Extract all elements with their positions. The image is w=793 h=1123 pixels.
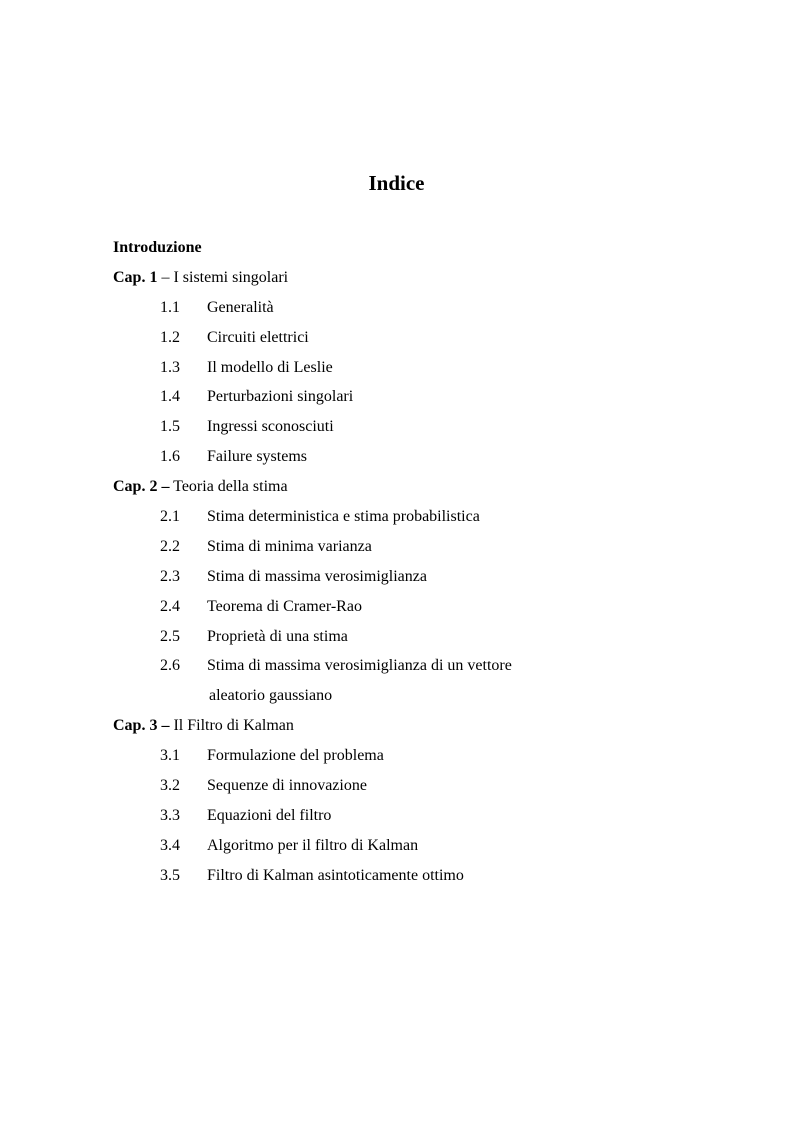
section-title: Failure systems [207, 448, 307, 466]
section-number: 3.2 [160, 777, 180, 795]
section-title: Proprietà di una stima [207, 627, 348, 645]
section-number: 2.3 [160, 567, 180, 585]
toc-section [113, 532, 713, 562]
chapter-title: I sistemi singolari [173, 268, 289, 286]
section-number: 3.4 [160, 836, 180, 854]
section-title: Il modello di Leslie [207, 358, 333, 376]
chapter-title: Teoria della stima [173, 478, 288, 496]
page-title: Indice [368, 171, 425, 195]
section-number: 1.5 [160, 418, 180, 436]
section-title: Generalità [207, 298, 274, 316]
section-title: Equazioni del filtro [207, 806, 332, 824]
section-title: Ingressi sconosciuti [207, 418, 334, 436]
toc-section [113, 562, 713, 592]
toc-section [113, 831, 713, 861]
chapter-prefix: Cap. 1 [113, 268, 158, 286]
toc-section [113, 741, 713, 771]
section-number: 1.1 [160, 298, 180, 316]
toc-intro [113, 233, 713, 263]
toc-section [113, 622, 713, 652]
section-title: Algoritmo per il filtro di Kalman [207, 836, 419, 854]
chapter-separator: – [157, 268, 174, 286]
toc-section-continuation [113, 681, 713, 711]
toc-section [113, 861, 713, 891]
section-title: Filtro di Kalman asintoticamente ottimo [207, 866, 464, 884]
toc-section [113, 592, 713, 622]
toc-section [113, 651, 713, 681]
section-number: 2.6 [160, 657, 180, 675]
toc-chapter-3 [113, 711, 713, 741]
section-number: 2.1 [160, 508, 180, 526]
toc-chapter-2 [113, 472, 713, 502]
section-title: Circuiti elettrici [207, 328, 309, 346]
chapter-prefix: Cap. 2 – [113, 478, 170, 496]
section-title: Perturbazioni singolari [207, 388, 354, 406]
toc-section [113, 323, 713, 353]
toc-chapter-1 [113, 263, 713, 293]
section-number: 1.6 [160, 448, 180, 466]
section-title: Stima deterministica e stima probabilistica [207, 508, 480, 526]
toc-section [113, 771, 713, 801]
toc-section [113, 801, 713, 831]
table-of-contents [113, 233, 713, 891]
section-number: 1.3 [160, 358, 180, 376]
chapter-title: Il Filtro di Kalman [173, 717, 294, 735]
section-number: 2.4 [160, 597, 180, 615]
section-title: Stima di massima verosimiglianza di un vettore [207, 657, 512, 675]
toc-section [113, 412, 713, 442]
toc-intro-label: Introduzione [113, 239, 202, 256]
section-title: Teorema di Cramer-Rao [207, 597, 362, 615]
section-number: 3.3 [160, 806, 180, 824]
toc-section [113, 382, 713, 412]
section-number: 3.5 [160, 866, 180, 884]
section-number: 2.2 [160, 537, 180, 555]
section-title: Sequenze di innovazione [207, 777, 367, 795]
section-title: Stima di minima varianza [207, 537, 372, 555]
toc-section [113, 293, 713, 323]
section-number: 1.2 [160, 328, 180, 346]
section-title: Formulazione del problema [207, 747, 384, 765]
section-title: Stima di massima verosimiglianza [207, 567, 427, 585]
section-number: 1.4 [160, 388, 180, 406]
toc-section [113, 502, 713, 532]
section-number: 2.5 [160, 627, 180, 645]
section-number: 3.1 [160, 747, 180, 765]
chapter-prefix: Cap. 3 – [113, 717, 170, 735]
section-title-continuation: aleatorio gaussiano [209, 687, 333, 705]
toc-section [113, 353, 713, 383]
toc-section [113, 442, 713, 472]
